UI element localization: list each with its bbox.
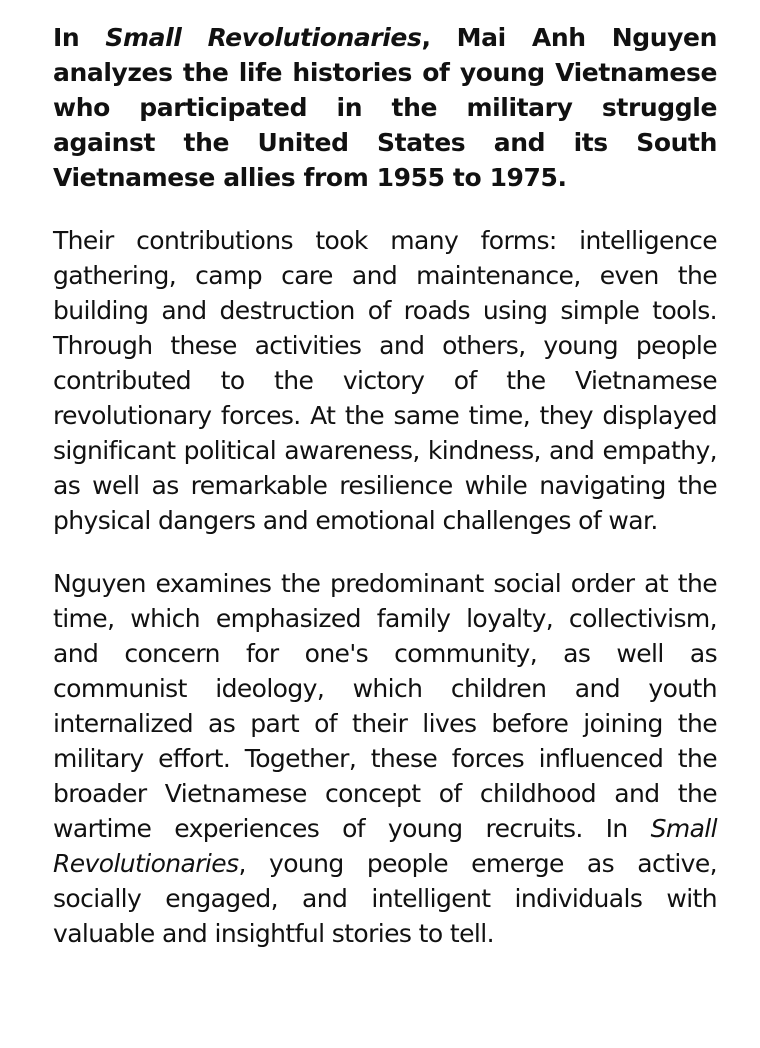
social-order-text-before-title: Nguyen examines the predominant social order at the time, which emphasized family loyalty, collectivism, and concern for one's community, as well as communist ideology, which children and youth internalized as part of their lives before joining the military effort. Together, these forces influenced the broader Vietnamese concept of childhood and the wartime experiences of young recruits. In [53,569,717,843]
lead-intro-rest: , Mai Anh Nguyen analyzes the life histories of young Vietnamese who participated in the military struggle against the United States and its South Vietnamese allies from 1955 to 1975. [53,23,717,192]
book-title: Small Revolutionaries [105,23,422,52]
book-title-inline: Small Revolutionaries [53,814,717,878]
social-order-paragraph [53,566,717,951]
lead-intro-prefix: In [53,23,106,52]
contributions-paragraph: Their contributions took many forms: intelligence gathering, camp care and maintenance, even the building and destruction of roads using simple tools. Through these activities and others, young people contributed to the victory of the Vietnamese revolutionary forces. At the same time, they displayed significant political awareness, kindness, and empathy, as well as remarkable resilience while navigating the physical dangers and emotional challenges of war. [53,226,717,535]
book-description [53,20,717,951]
social-order-text-after-title: , young people emerge as active, socially engaged, and intelligent individuals with valuable and insightful stories to tell. [53,849,717,948]
lead-paragraph [53,20,717,195]
